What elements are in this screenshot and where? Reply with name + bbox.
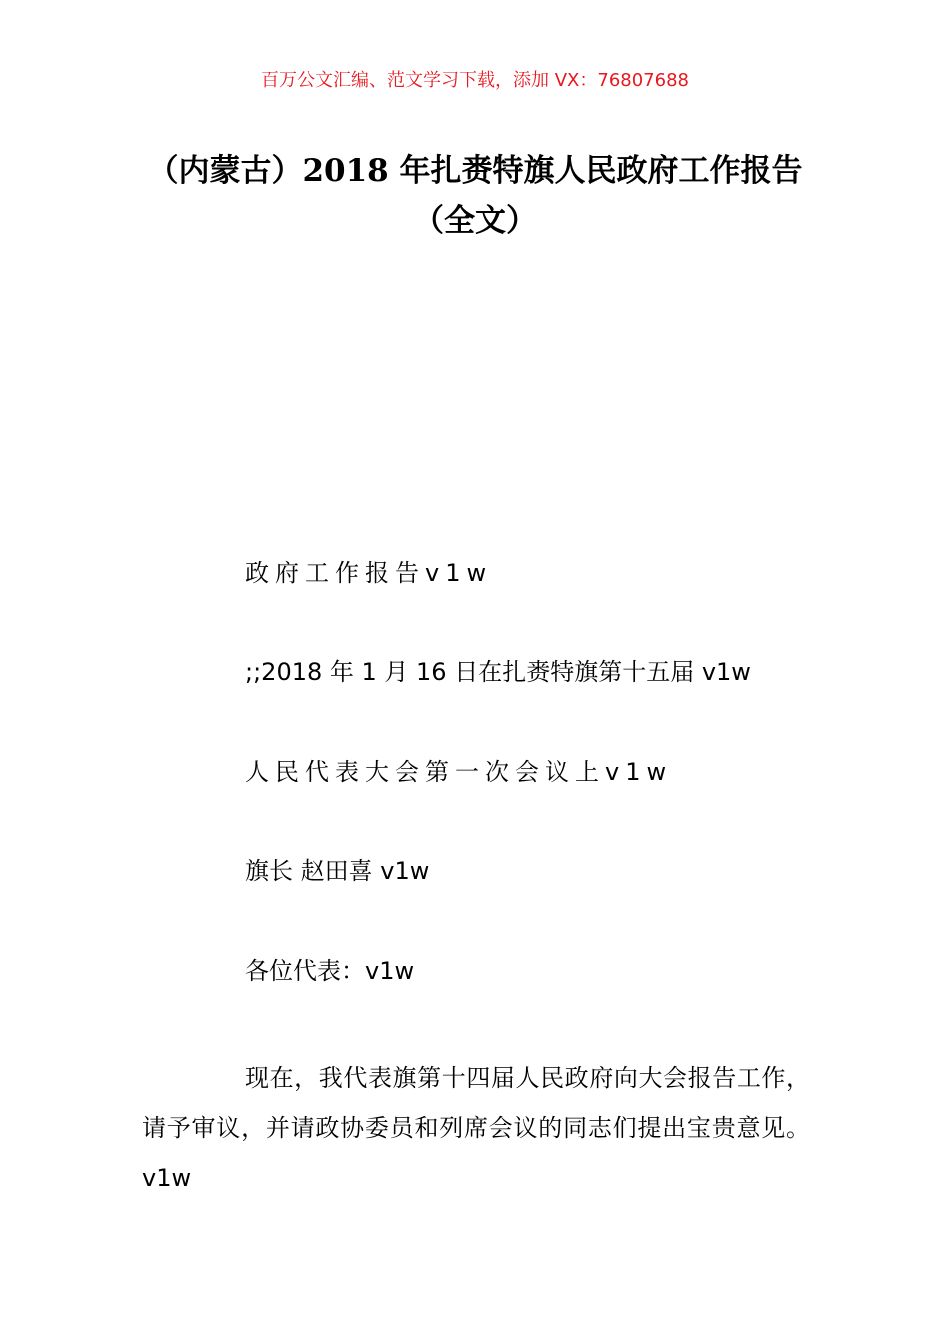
document-title: （内蒙古）2018 年扎赉特旗人民政府工作报告（全文） [147,153,803,239]
salutation-line: 各位代表：v1w [245,957,415,985]
report-date-line: ;;2018 年 1 月 16 日在扎赉特旗第十五届 v1w [245,658,751,686]
report-heading-line: 政府工作报告v1w [245,559,493,587]
report-meeting-line: 人民代表大会第一次会议上v1w [245,758,673,786]
report-speaker-line: 旗长 赵田喜 v1w [245,857,430,885]
body-paragraph: 现在，我代表旗第十四届人民政府向大会报告工作，请予审议，并请政协委员和列席会议的同志们提出宝贵意见。v1w [142,1064,810,1192]
promo-header-note: 百万公文汇编、范文学习下载，添加 VX：76807688 [261,70,689,91]
